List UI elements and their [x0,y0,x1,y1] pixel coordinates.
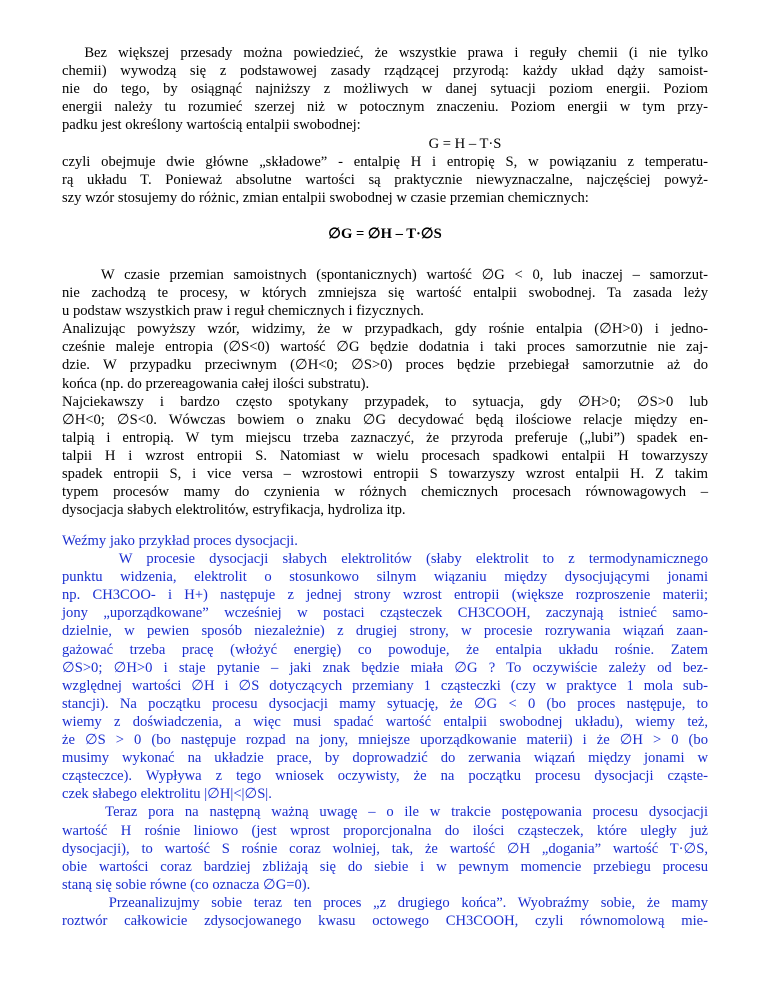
text-line: stancji). Na początku procesu dysocjacji mamy sytuację, że ∅G < 0 (bo proces następuje, to [62,695,708,712]
text-line: punktu widzenia, elektrolit o stosunkowo silnym wiązaniu między dysocjującymi jonami [62,569,708,586]
text-line: W procesie dysocjacji słabych elektrolitów (słaby elektrolit to z termodynamicznego [62,551,708,568]
text-line: roztwór całkowicie zdysocjowanego kwasu octowego CH3COOH, czyli równomolową mie- [62,912,708,929]
text-line: Przeanalizujmy sobie teraz ten proces „z drugiego końca”. Wyobraźmy sobie, że mamy [62,894,708,911]
text-line: energii należy tu rozumieć szerzej niż w potocznym znaczeniu. Poziom energii w tym przy- [62,99,708,116]
text-line: nie do tego, by osiągnąć najniższy z możliwych w danej sytuacji poziom energii. Poziom [62,81,708,98]
text-line: cząsteczce). Wypływa z tego wniosek oczywisty, że na początku procesu dysocjacji cząste- [62,768,708,785]
text-line: ∅H<0; ∅S<0. Wówczas bowiem o znaku ∅G decydować będą ilościowe relacje między en- [62,411,708,428]
section-intro: Weźmy jako przykład proces dysocjacji. [62,533,298,549]
formula-text: ∅G = ∅H – T·∅S [328,226,442,242]
text-line: końca (np. do przereagowania całej ilości substratu). [62,375,370,392]
text-line: gażować trzeba pracę (włożyć energię) co powoduje, że entalpia układu rośnie. Zatem [62,641,708,658]
text-line: wartość H rośnie liniowo (jest wprost proporcjonalna do ilości cząsteczek, które uległy już [62,822,708,839]
formula-delta [62,225,708,243]
text-line: talpią i entropią. W tym miejscu trzeba zaznaczyć, że przyroda preferuje („lubi”) spadek en- [62,429,708,446]
text-line: spadek entropii S, i vice versa – wzrostowi entropii S towarzyszy wzrost entalpii H. Z takim [62,466,708,483]
text-line: chemii) wywodzą się z podstawowej zasady rządzącej przyrodą: każdy układ dąży samoist- [62,63,708,80]
text-line: padku jest określony wartością entalpii swobodnej: [62,117,361,134]
text-line: Najciekawszy i bardzo często spotykany przypadek, to sytuacja, gdy ∅H>0; ∅S>0 lub [62,393,708,410]
text-line: dzie. W przypadku przeciwnym (∅H<0; ∅S>0) proces będzie przebiegał samorzutnie aż do [62,357,708,374]
text-line: Bez większej przesady można powiedzieć, że wszystkie prawa i reguły chemii (i nie tylko [62,45,708,61]
text-line: np. CH3COO- i H+) następuje z jednej strony wzrost entropii (większe rozproszenie materii; [62,587,708,604]
text-line: ∅S>0; ∅H>0 i staje pytanie – jaki znak będzie miała ∅G ? To oczywiście zależy od bez- [62,659,708,676]
intro-paragraph [62,44,708,134]
text-line: typem procesów mamy do czynienia w różnych chemicznych procesach równowagowych – [62,484,708,501]
text-line: cześnie maleje entropia (∅S<0) wartość ∅G będzie dodatnia i taki proces samorzutnie nie zaj- [62,339,708,356]
text-line: u podstaw wszystkich praw i reguł chemicznych i fizycznych. [62,303,424,320]
text-line: czyli obejmuje dwie główne „składowe” - entalpię H i entropię S, w powiązaniu z temperatu- [62,154,708,170]
definition-paragraph [62,153,708,207]
text-line: Teraz pora na następną ważną uwagę – o ile w trakcie postępowania procesu dysocjacji [62,804,708,821]
text-line: obie wartości coraz bardziej zbliżają się do siebie i w pewnym momencie przebiegu procesu [62,858,708,875]
text-line: talpii H i wzrost entropii S. Natomiast w wielu procesach spadkowi entalpii H towarzyszy [62,447,708,464]
text-line: dzielnie, w pewien sposób niezależnie) z drugiej strony, w procesie rozrywania wiązań zaan- [62,623,708,640]
text-line: rą układu T. Ponieważ absolutne wartości są praktycznie niewyznaczalne, najczęściej powyż- [62,172,708,189]
text-line: dysocjacji), to wartość S rośnie coraz wolniej, tak, że wartość ∅H „dogania” wartość T·∅S, [62,840,708,857]
formula-text: G = H – T·S [428,136,502,152]
text-line: czek słabego elektrolitu |∅H|<|∅S|. [62,786,272,803]
analysis-paragraph [62,266,708,519]
text-line: staną się sobie równe (co oznacza ∅G=0). [62,876,311,893]
text-line: jony „uporządkowane” wcześniej w postaci cząsteczek CH3COOH, zaczynają istnieć samo- [62,605,708,622]
text-line: dysocjacja słabych elektrolitów, estryfikacja, hydroliza itp. [62,502,406,519]
text-line: Analizując powyższy wzór, widzimy, że w przypadkach, gdy rośnie entalpia (∅H>0) i jedno- [62,321,708,338]
text-line: względnej wartości ∅H i ∅S dotyczących przemiany 1 cząsteczki (czy w praktyce 1 mola sub- [62,677,708,694]
formula-simple [62,135,708,153]
text-line: W czasie przemian samoistnych (spontanicznych) wartość ∅G < 0, lub inaczej – samorzut- [62,267,708,283]
text-line: nie zachodzą te procesy, w których zmniejsza się wartość entalpii swobodnej. Ta zasada leży [62,285,708,302]
dissociation-section [62,532,708,930]
text-line: że ∅S > 0 (bo następuje rozpad na jony, mniejsze uporządkowanie materii) i że ∅H > 0 (bo [62,732,708,749]
text-line: szy wzór stosujemy do różnic, zmian entalpii swobodnej w czasie przemian chemicznych: [62,190,589,207]
text-line: wiemy z doświadczenia, a więc musi spadać wartość entalpii swobodnej układu), wiemy też, [62,713,708,730]
text-line: musimy wykonać na układzie prace, by doprowadzić do zerwania wiązań między jonami w [62,750,708,767]
